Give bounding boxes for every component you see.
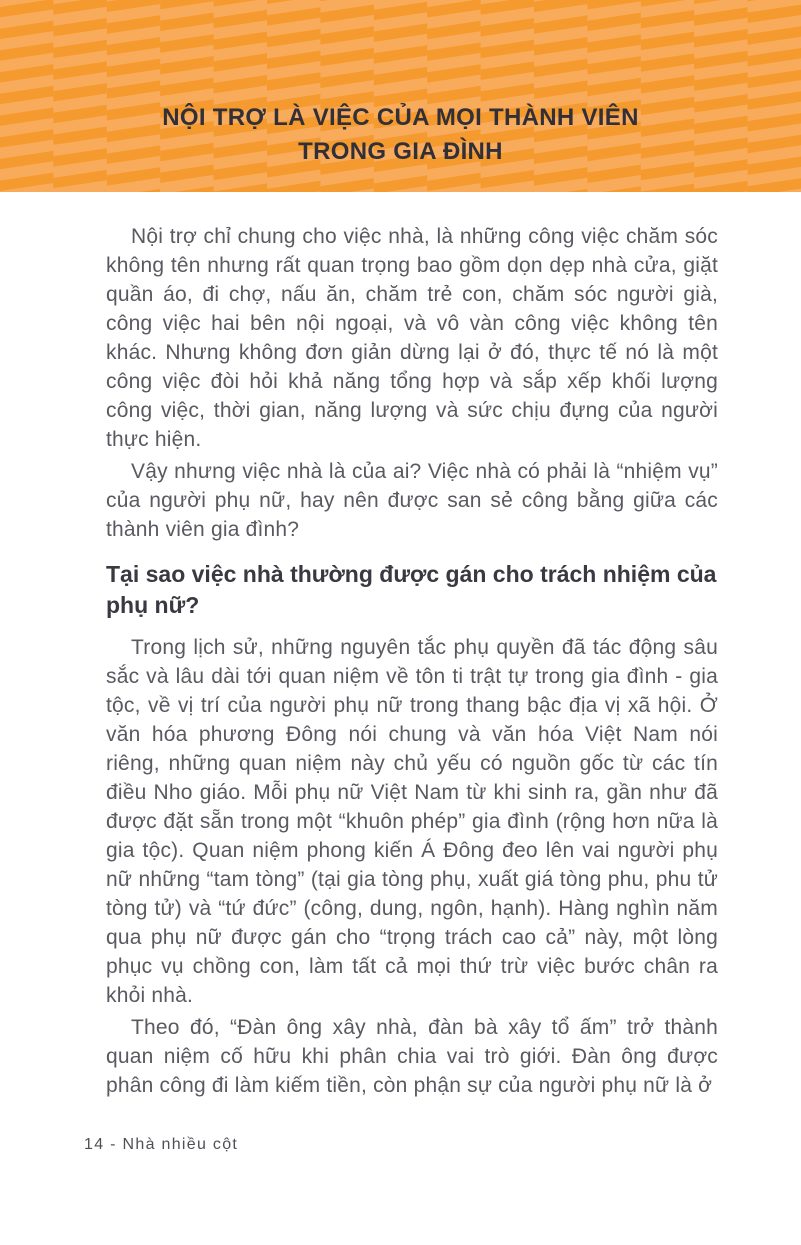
paragraph-question: Vậy nhưng việc nhà là của ai? Việc nhà có phải là “nhiệm vụ” của người phụ nữ, hay nên được san sẻ công bằng giữa các thành viên gia đình? <box>106 460 718 541</box>
page-body <box>106 222 718 1103</box>
chapter-title-line2: TRONG GIA ĐÌNH <box>298 138 503 165</box>
chapter-title <box>0 101 801 169</box>
page-footer <box>84 1134 238 1156</box>
chapter-title-line1: NỘI TRỢ LÀ VIỆC CỦA MỌI THÀNH VIÊN <box>162 104 639 131</box>
page-number-and-book-title: 14 - Nhà nhiều cột <box>84 1136 239 1153</box>
chapter-header <box>0 0 801 192</box>
section-heading: Tại sao việc nhà thường được gán cho trách nhiệm của phụ nữ? <box>106 561 717 618</box>
paragraph-gender-roles: Theo đó, “Đàn ông xây nhà, đàn bà xây tổ ấm” trở thành quan niệm cố hữu khi phân chia vai trò giới. Đàn ông được phân công đi làm kiếm tiền, còn phận sự của người phụ nữ là ở <box>106 1016 718 1097</box>
paragraph-history: Trong lịch sử, những nguyên tắc phụ quyền đã tác động sâu sắc và lâu dài tới quan niệm về tôn ti trật tự trong gia đình - gia tộc, về vị trí của người phụ nữ trong thang bậc địa vị xã hội. Ở văn hóa phương Đông nói chung và văn hóa Việt Nam nói riêng, những quan niệm này chủ yếu có nguồn gốc từ các tín điều Nho giáo. Mỗi phụ nữ Việt Nam từ khi sinh ra, gần như đã được đặt sẵn trong một “khuôn phép” gia đình (rộng hơn nữa là gia tộc). Quan niệm phong kiến Á Đông đeo lên vai người phụ nữ những “tam tòng” (tại gia tòng phụ, xuất giá tòng phu, phu tử tòng tử) và “tứ đức” (công, dung, ngôn, hạnh). Hàng nghìn năm qua phụ nữ được gán cho “trọng trách cao cả” này, một lòng phục vụ chồng con, làm tất cả mọi thứ trừ việc bước chân ra khỏi nhà. <box>106 636 718 1007</box>
paragraph-intro: Nội trợ chỉ chung cho việc nhà, là những công việc chăm sóc không tên nhưng rất quan trọng bao gồm dọn dẹp nhà cửa, giặt quần áo, đi chợ, nấu ăn, chăm trẻ con, chăm sóc người già, công việc hai bên nội ngoại, và vô vàn công việc không tên khác. Nhưng không đơn giản dừng lại ở đó, thực tế nó là một công việc đòi hỏi khả năng tổng hợp và sắp xếp khối lượng công việc, thời gian, năng lượng và sức chịu đựng của người thực hiện. <box>106 225 718 451</box>
